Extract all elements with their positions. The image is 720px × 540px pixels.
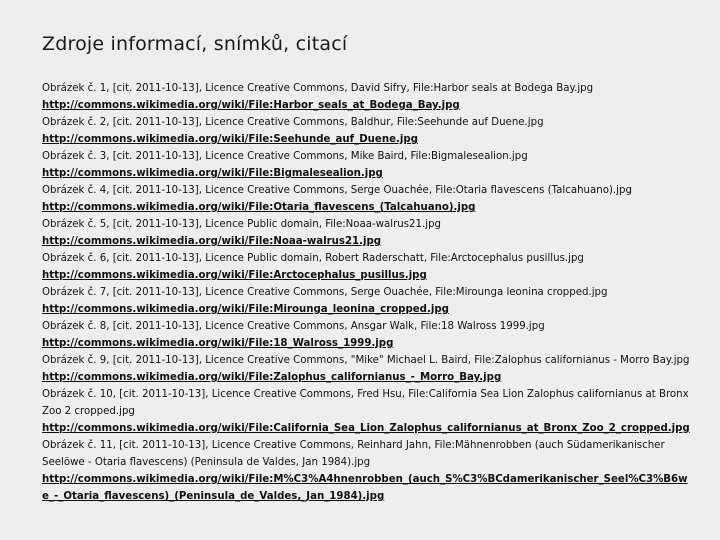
- page-title: Zdroje informací, snímků, citací: [42, 33, 348, 55]
- reference-link[interactable]: http://commons.wikimedia.org/wiki/File:Harbor_seals_at_Bodega_Bay.jpg: [42, 100, 460, 111]
- reference-link[interactable]: http://commons.wikimedia.org/wiki/File:Otaria_flavescens_(Talcahuano).jpg: [42, 202, 476, 213]
- reference-link[interactable]: http://commons.wikimedia.org/wiki/File:M%C3%A4hnenrobben_(auch_S%C3%BCdamerikanischer_Seel%C3%B6we_-_Otaria_flavescens)_(Peninsula_de_Valdes,_Jan_1984).jpg: [42, 474, 688, 502]
- reference-text: Obrázek č. 2, [cit. 2011-10-13], Licence Creative Commons, Baldhur, File:Seehunde auf Duene.jpg: [42, 117, 544, 128]
- reference-text: Obrázek č. 7, [cit. 2011-10-13], Licence Creative Commons, Serge Ouachée, File:Mirounga leonina cropped.jpg: [42, 287, 608, 298]
- reference-link[interactable]: http://commons.wikimedia.org/wiki/File:California_Sea_Lion_Zalophus_californianus_at_Bronx_Zoo_2_cropped.jpg: [42, 423, 690, 434]
- reference-link[interactable]: http://commons.wikimedia.org/wiki/File:Bigmalesealion.jpg: [42, 168, 383, 179]
- reference-text: Obrázek č. 11, [cit. 2011-10-13], Licence Creative Commons, Reinhard Jahn, File:Mähnenrobben (auch Südamerikanischer Seelöwe - Otaria flavescens) (Peninsula de Valdes, Jan 1984).jpg: [42, 440, 665, 468]
- reference-text: Obrázek č. 4, [cit. 2011-10-13], Licence Creative Commons, Serge Ouachée, File:Otaria flavescens (Talcahuano).jpg: [42, 185, 632, 196]
- reference-item: [42, 216, 690, 250]
- reference-item: [42, 386, 690, 437]
- reference-list: [42, 80, 690, 505]
- reference-link[interactable]: http://commons.wikimedia.org/wiki/File:Noaa-walrus21.jpg: [42, 236, 382, 247]
- reference-item: [42, 250, 690, 284]
- reference-item: [42, 182, 690, 216]
- reference-text: Obrázek č. 6, [cit. 2011-10-13], Licence Public domain, Robert Raderschatt, File:Arctocephalus pusillus.jpg: [42, 253, 584, 264]
- reference-item: [42, 352, 690, 386]
- reference-text: Obrázek č. 3, [cit. 2011-10-13], Licence Creative Commons, Mike Baird, File:Bigmalesealion.jpg: [42, 151, 528, 162]
- reference-item: [42, 148, 690, 182]
- reference-item: [42, 80, 690, 114]
- reference-link[interactable]: http://commons.wikimedia.org/wiki/File:Seehunde_auf_Duene.jpg: [42, 134, 418, 145]
- reference-text: Obrázek č. 5, [cit. 2011-10-13], Licence Public domain, File:Noaa-walrus21.jpg: [42, 219, 442, 230]
- reference-text: Obrázek č. 9, [cit. 2011-10-13], Licence Creative Commons, "Mike" Michael L. Baird, File:Zalophus californianus - Morro Bay.jpg: [42, 355, 690, 366]
- reference-text: Obrázek č. 1, [cit. 2011-10-13], Licence Creative Commons, David Sifry, File:Harbor seals at Bodega Bay.jpg: [42, 83, 594, 94]
- reference-item: [42, 284, 690, 318]
- reference-link[interactable]: http://commons.wikimedia.org/wiki/File:Mirounga_leonina_cropped.jpg: [42, 304, 449, 315]
- reference-item: [42, 114, 690, 148]
- reference-text: Obrázek č. 8, [cit. 2011-10-13], Licence Creative Commons, Ansgar Walk, File:18 Walross 1999.jpg: [42, 321, 545, 332]
- reference-link[interactable]: http://commons.wikimedia.org/wiki/File:18_Walross_1999.jpg: [42, 338, 394, 349]
- reference-link[interactable]: http://commons.wikimedia.org/wiki/File:Zalophus_californianus_-_Morro_Bay.jpg: [42, 372, 502, 383]
- reference-item: [42, 318, 690, 352]
- reference-text: Obrázek č. 10, [cit. 2011-10-13], Licence Creative Commons, Fred Hsu, File:California Sea Lion Zalophus californianus at Bronx Zoo 2 cropped.jpg: [42, 389, 689, 417]
- reference-item: [42, 437, 690, 505]
- reference-link[interactable]: http://commons.wikimedia.org/wiki/File:Arctocephalus_pusillus.jpg: [42, 270, 427, 281]
